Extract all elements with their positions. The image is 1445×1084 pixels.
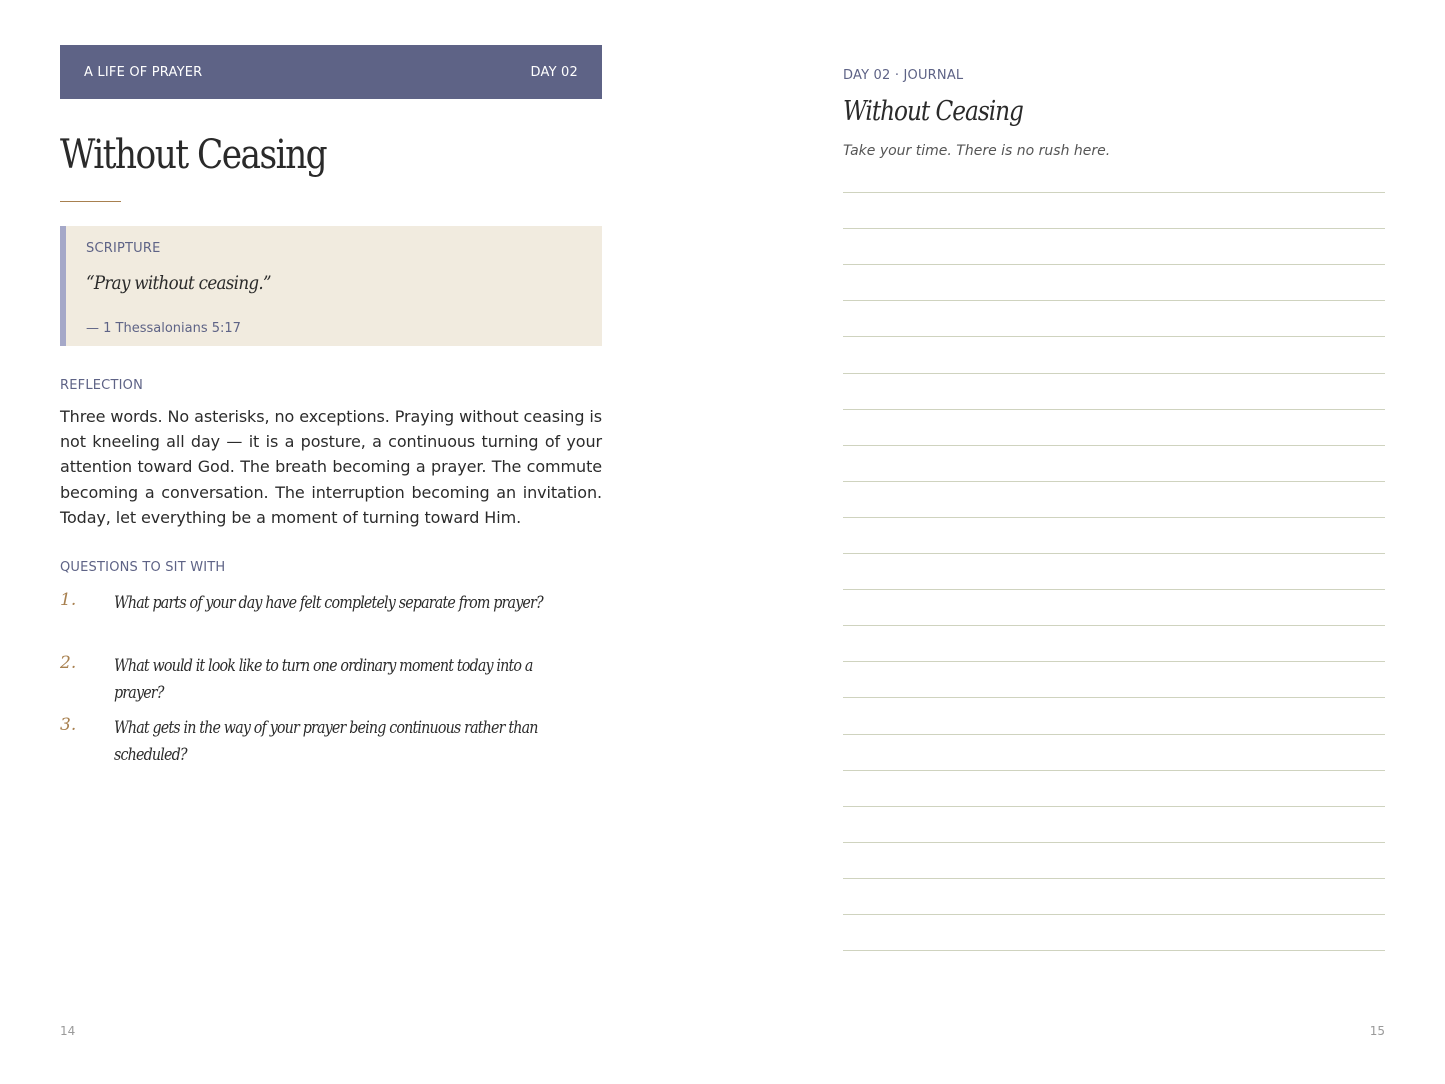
scripture-box xyxy=(60,226,602,346)
journal-line[interactable] xyxy=(843,625,1385,626)
journal-line[interactable] xyxy=(843,481,1385,482)
left-page xyxy=(0,0,722,1084)
header-band xyxy=(60,45,602,99)
page-number: 15 xyxy=(1369,1024,1385,1038)
journal-prompt: Take your time. There is no rush here. xyxy=(843,143,1111,159)
journal-line[interactable] xyxy=(843,950,1385,951)
questions-label: QUESTIONS TO SIT WITH xyxy=(60,560,226,575)
question-text: What would it look like to turn one ordinary moment today into a prayer? xyxy=(114,656,533,703)
question-number: 3. xyxy=(60,715,77,735)
scripture-quote: “Pray without ceasing.” xyxy=(86,272,271,294)
journal-line[interactable] xyxy=(843,300,1385,301)
question-number: 1. xyxy=(60,590,77,610)
reflection-label: REFLECTION xyxy=(60,378,143,393)
journal-line[interactable] xyxy=(843,734,1385,735)
journal-line[interactable] xyxy=(843,770,1385,771)
day-label: DAY 02 xyxy=(530,64,578,80)
journal-line[interactable] xyxy=(843,517,1385,518)
journal-kicker: DAY 02 · JOURNAL xyxy=(843,68,964,83)
journal-line[interactable] xyxy=(843,445,1385,446)
page-number: 14 xyxy=(60,1024,76,1038)
journal-line[interactable] xyxy=(843,373,1385,374)
right-page xyxy=(722,0,1445,1084)
page-title: Without Ceasing xyxy=(60,132,327,178)
journal-line[interactable] xyxy=(843,228,1385,229)
title-divider xyxy=(60,201,121,202)
question-text: What gets in the way of your prayer being continuous rather than scheduled? xyxy=(114,718,538,765)
journal-line[interactable] xyxy=(843,192,1385,193)
journal-line[interactable] xyxy=(843,589,1385,590)
journal-line[interactable] xyxy=(843,842,1385,843)
journal-line[interactable] xyxy=(843,806,1385,807)
journal-line[interactable] xyxy=(843,264,1385,265)
journal-line[interactable] xyxy=(843,697,1385,698)
scripture-label: SCRIPTURE xyxy=(86,241,161,256)
journal-line[interactable] xyxy=(843,409,1385,410)
journal-line[interactable] xyxy=(843,553,1385,554)
journal-title: Without Ceasing xyxy=(843,96,1023,127)
scripture-reference: — 1 Thessalonians 5:17 xyxy=(86,321,241,336)
reflection-text: Three words. No asterisks, no exceptions. Praying without ceasing is not kneeling all day — it is a posture, a continuous turning of your attention toward God. The breath becoming a prayer. The commute becoming a conversation. The interruption becoming an invitation. Today, let everything be a moment of turning toward Him. xyxy=(60,407,602,527)
question-number: 2. xyxy=(60,653,77,673)
journal-line[interactable] xyxy=(843,914,1385,915)
journal-line[interactable] xyxy=(843,661,1385,662)
journal-line[interactable] xyxy=(843,336,1385,337)
question-text: What parts of your day have felt completely separate from prayer? xyxy=(114,593,543,613)
journal-line[interactable] xyxy=(843,878,1385,879)
series-title: A LIFE OF PRAYER xyxy=(84,64,203,80)
